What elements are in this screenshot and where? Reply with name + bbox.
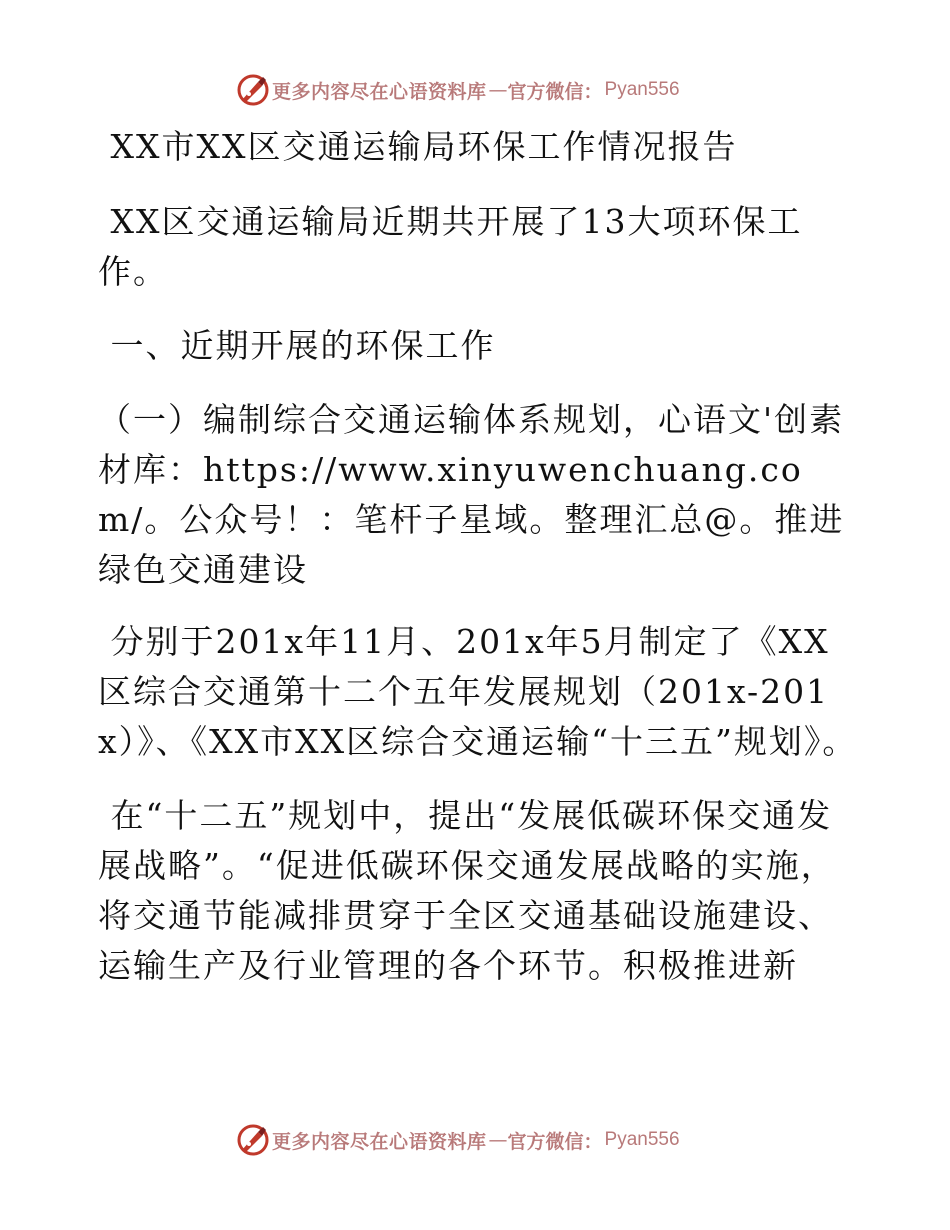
subsection-item-1: （一）编制综合交通运输体系规划，心语文'创素材库：https://www.xinyuwenchuang.com/。公众号！：笔杆子星域。整理汇总@。推进绿色交通建设 (98, 400, 845, 589)
banner-wechat-id: Pyan556 (604, 1129, 680, 1150)
banner-wechat-label: 官方微信： (507, 1130, 603, 1153)
document-body (98, 122, 858, 991)
banner-text: 更多内容尽在心语资料库 (272, 1130, 487, 1153)
banner-text: 更多内容尽在心语资料库 (272, 80, 487, 103)
banner-wechat-id: Pyan556 (604, 79, 680, 100)
header-watermark-banner (236, 72, 716, 108)
detail-paragraph-1: 分别于201x年11月、201x年5月制定了《XX区综合交通第十二个五年发展规划（201x-201x）》、《XX市XX区综合交通运输“十三五”规划》。 (98, 622, 858, 761)
banner-wechat-label: 官方微信： (507, 80, 603, 103)
document-title: XX市XX区交通运输局环保工作情况报告 (98, 127, 738, 166)
intro-paragraph: XX区交通运输局近期共开展了13大项环保工作。 (98, 202, 803, 291)
banner-separator: — (488, 1129, 506, 1151)
detail-paragraph-2: 在“十二五”规划中，提出“发展低碳环保交通发展战略”。“促进低碳环保交通发展战略的实施，将交通节能减排贯穿于全区交通基础设施建设、运输生产及行业管理的各个环节。积极推进新 (98, 796, 836, 985)
section-heading-1: 一、近期开展的环保工作 (98, 326, 496, 365)
footer-watermark-banner (236, 1122, 716, 1158)
pen-logo-icon (236, 73, 270, 107)
banner-separator: — (488, 79, 506, 101)
pen-logo-icon (236, 1123, 270, 1157)
